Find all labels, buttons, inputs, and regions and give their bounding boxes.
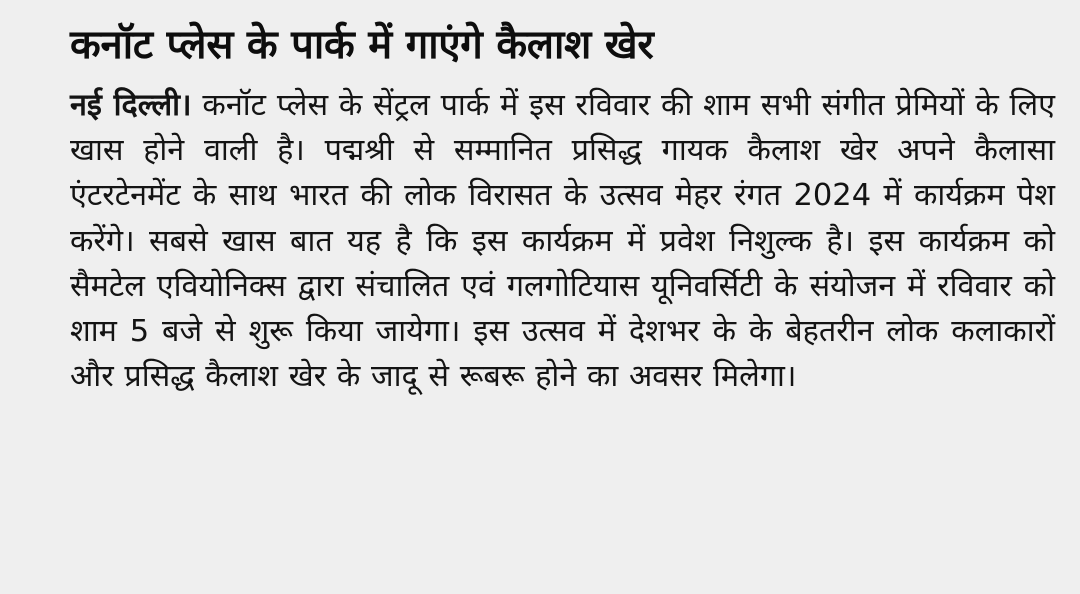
article-body	[70, 83, 1055, 399]
news-article	[70, 22, 1055, 399]
article-dateline: नई दिल्ली।	[70, 88, 192, 124]
article-headline: कनॉट प्लेस के पार्क में गाएंगे कैलाश खेर	[70, 22, 654, 68]
article-body-text: कनॉट प्लेस के सेंट्रल पार्क में इस रविवार की शाम सभी संगीत प्रेमियों के लिए खास होने वाली है। पद्मश्री से सम्मानित प्रसिद्ध गायक कैलाश खेर अपने कैलासा एंटरटेनमेंट के साथ भारत की लोक विरासत के उत्सव मेहर रंगत 2024 में कार्यक्रम पेश करेंगे। सबसे खास बात यह है कि इस कार्यक्रम में प्रवेश निशुल्क है। इस कार्यक्रम को सैमटेल एवियोनिक्स द्वारा संचालित एवं गलगोटियास यूनिवर्सिटी के संयोजन में रविवार को शाम 5 बजे से शुरू किया जायेगा। इस उत्सव में देशभर के के बेहतरीन लोक कलाकारों और प्रसिद्ध कैलाश खेर के जादू से रूबरू होने का अवसर मिलेगा।	[70, 88, 1055, 394]
